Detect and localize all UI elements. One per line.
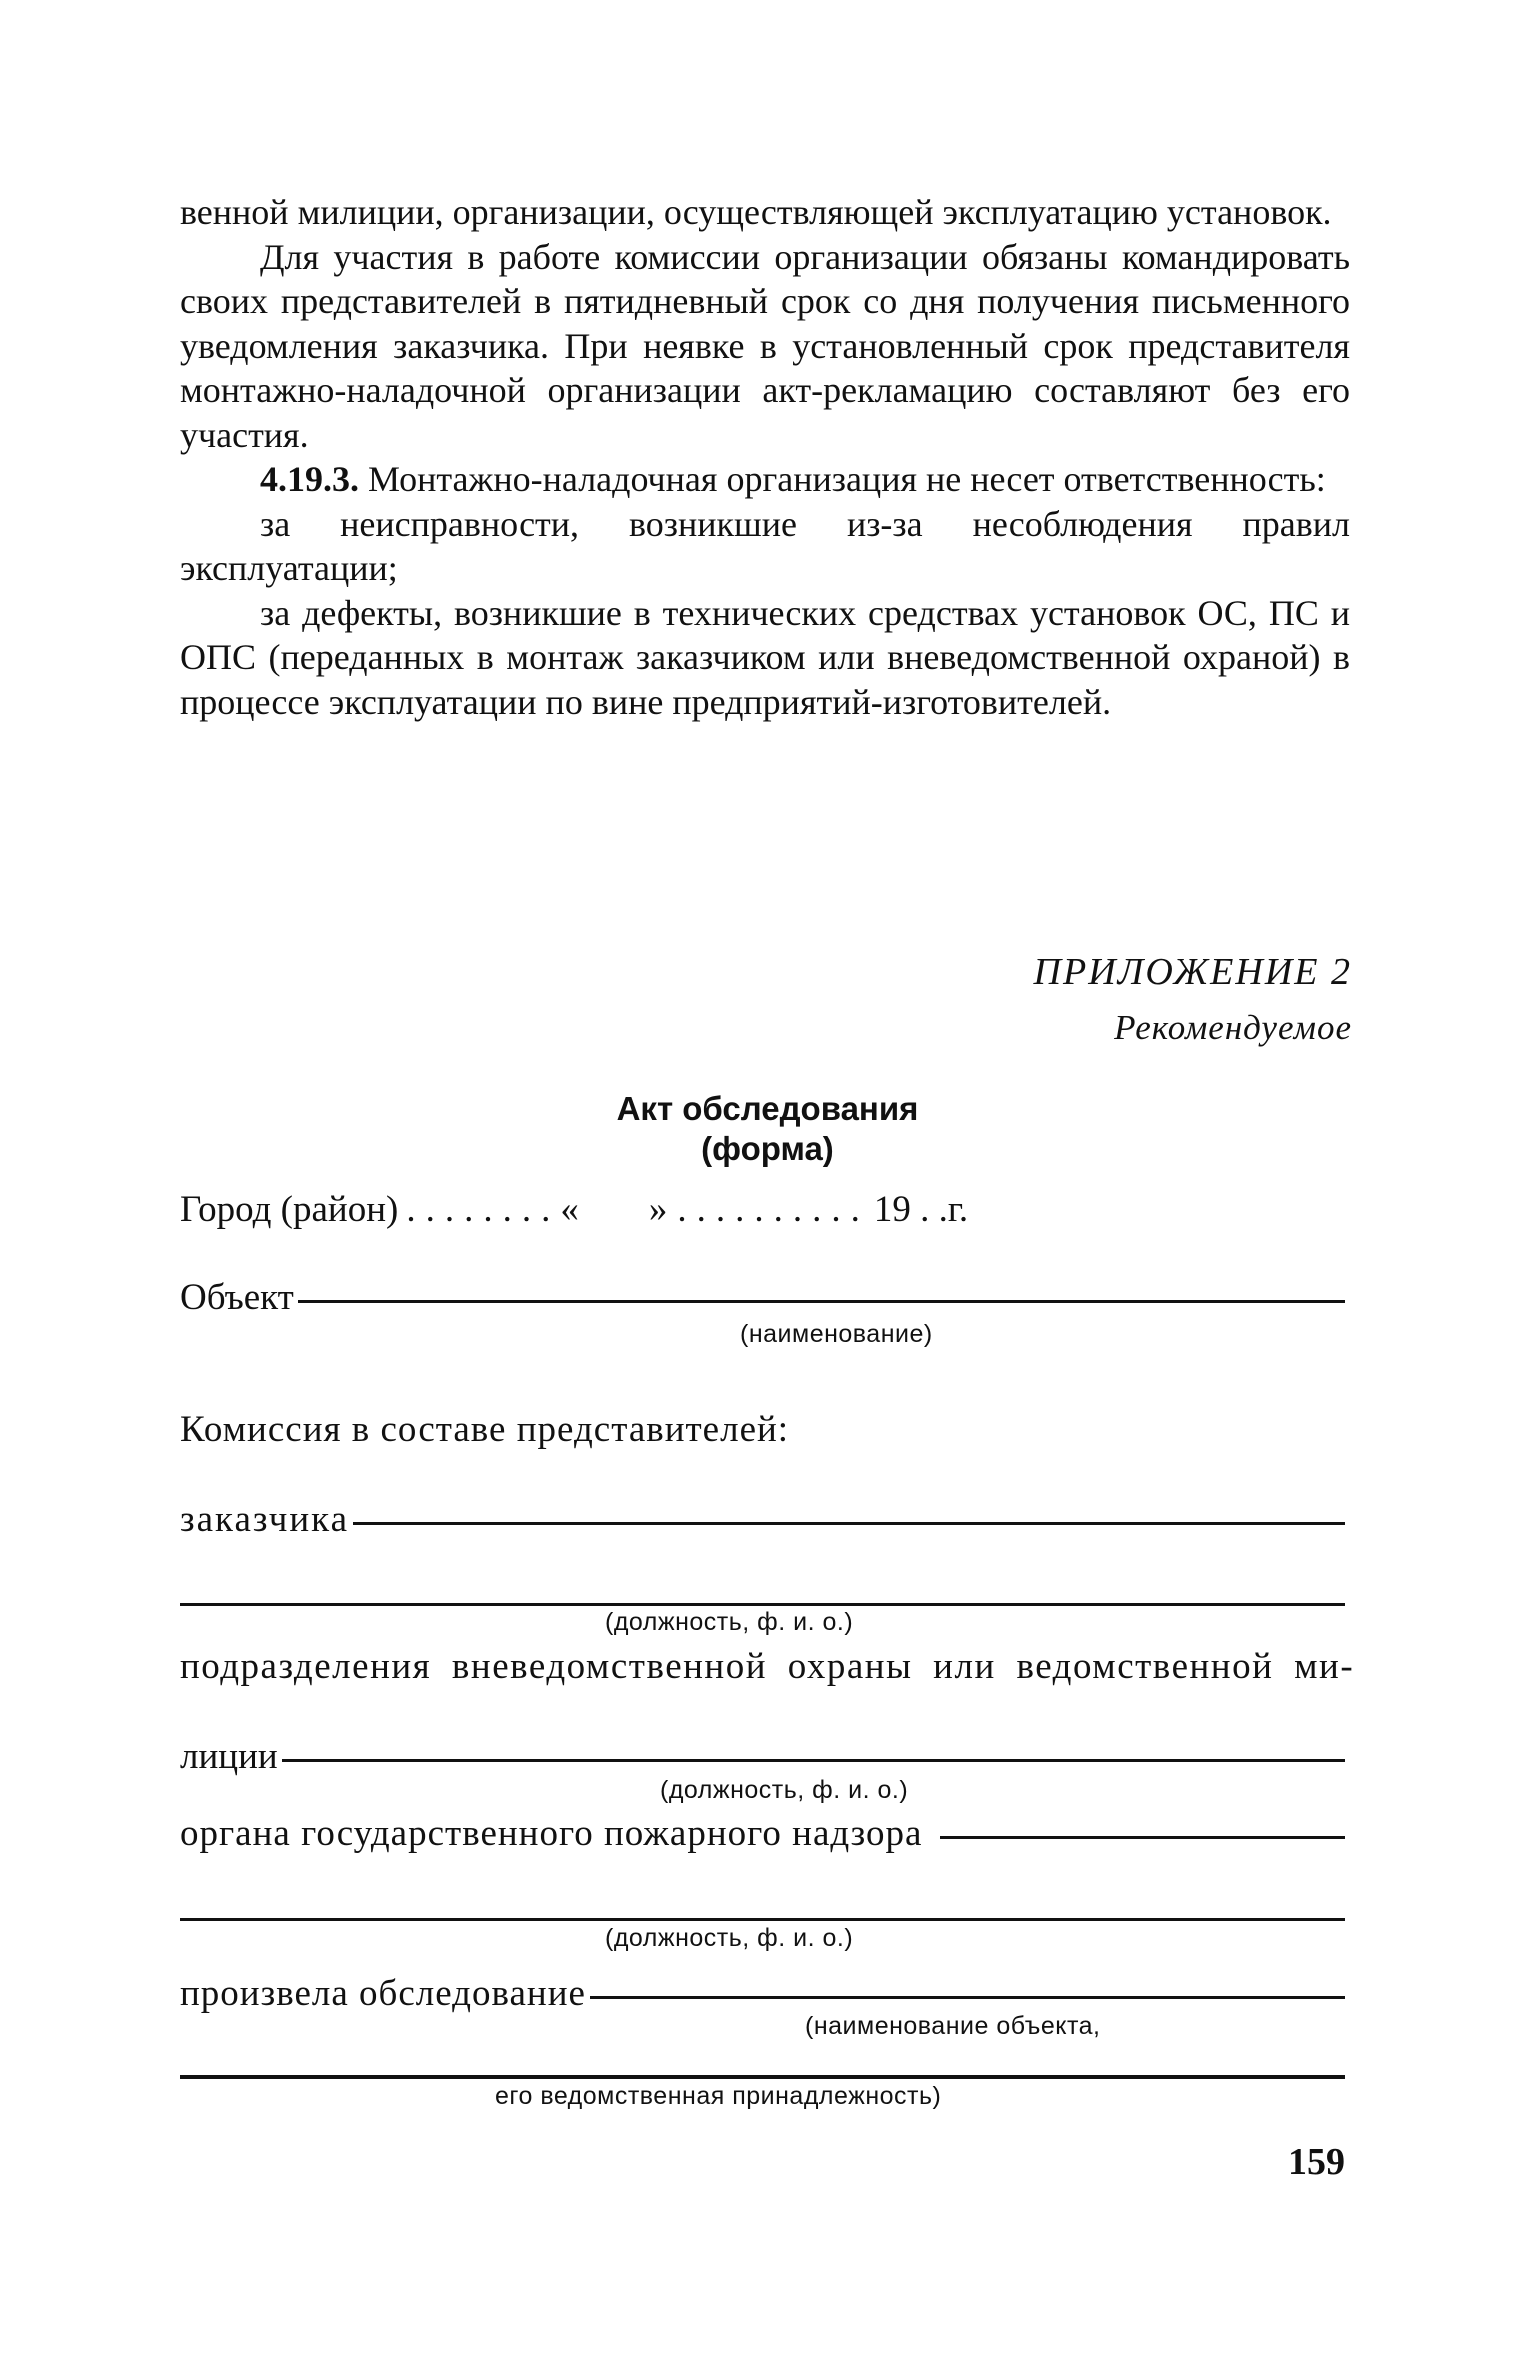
appendix-label: ПРИЛОЖЕНИЕ 2: [1033, 951, 1352, 993]
security-label: подразделения вневедомственной охраны или ведомственной ми-: [180, 1646, 1355, 1687]
fire-line: [940, 1836, 1345, 1839]
fire-line-2: [180, 1918, 1345, 1921]
inspection-line: [590, 1996, 1345, 1999]
paragraph-clause: [180, 457, 1350, 502]
customer-line: [353, 1522, 1345, 1525]
fire-caption: (должность, ф. и. о.): [605, 1924, 854, 1952]
object-line: [298, 1300, 1345, 1303]
city-dots: ........«: [406, 1189, 589, 1230]
object-caption: (наименование): [740, 1320, 933, 1348]
customer-caption: (должность, ф. и. о.): [605, 1608, 854, 1636]
clause-number: 4.19.3.: [260, 459, 359, 499]
object-row: [180, 1276, 1345, 1319]
form-subtitle: (форма): [701, 1130, 834, 1167]
clause-text: Монтажно-наладочная организация не несет ответственность:: [359, 459, 1326, 499]
commission-label: Комиссия в составе представителей:: [180, 1409, 790, 1450]
page-number: 159: [1288, 2141, 1345, 2183]
appendix-status: Рекомендуемое: [1114, 1008, 1352, 1047]
militia-caption: (должность, ф. и. о.): [660, 1776, 909, 1804]
city-label: Город (район): [180, 1189, 399, 1230]
inspection-label: произвела обследование: [180, 1973, 586, 2014]
customer-row: [180, 1498, 1345, 1541]
city-date-row: [180, 1188, 1345, 1231]
militia-row: [180, 1735, 1345, 1778]
customer-line-2: [180, 1603, 1345, 1606]
militia-line: [282, 1759, 1345, 1762]
paragraph-continuation: венной милиции, организации, осуществляющей эксплуатацию установок.: [180, 192, 1332, 232]
year-field: 19 . .г.: [873, 1189, 969, 1230]
customer-label: заказчика: [180, 1499, 349, 1540]
paragraph-item-2: за дефекты, возникшие в технических средствах установок ОС, ПС и ОПС (переданных в монтаж заказчиком или вневедомственной охраной) в процессе эксплуатации по вине предприятий-изготовителей.: [180, 592, 1350, 722]
body-text: [180, 190, 1350, 724]
inspection-caption: (наименование объекта,: [805, 2012, 1101, 2040]
affiliation-caption: его ведомственная принадлежность): [495, 2082, 942, 2110]
paragraph-item-1: за неисправности, возникшие из-за несоблюдения правил эксплуатации;: [180, 503, 1350, 588]
fire-label: органа государственного пожарного надзора: [180, 1813, 923, 1854]
date-dots: »..........: [648, 1189, 870, 1230]
fire-row: [180, 1812, 1345, 1855]
inspection-line-2: [180, 2075, 1345, 2079]
militia-label: лиции: [180, 1736, 278, 1777]
form-title: Акт обследования: [616, 1090, 919, 1127]
inspection-row: [180, 1972, 1345, 2015]
object-label: Объект: [180, 1277, 294, 1318]
paragraph-commission: Для участия в работе комиссии организации обязаны командировать своих представителей в пятидневный срок со дня получения письменного уведомления заказчика. При неявке в установленный срок представителя монтажно-наладочной организации акт-рекламацию составляют без его участия.: [180, 236, 1350, 455]
